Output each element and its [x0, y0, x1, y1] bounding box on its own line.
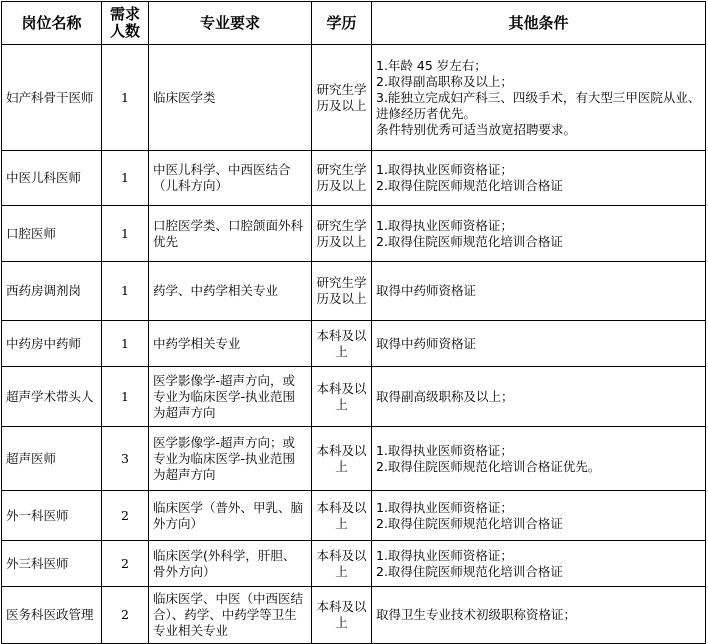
conditions-cell	[372, 427, 706, 491]
conditions-cell	[372, 541, 706, 587]
table-row	[2, 491, 706, 541]
condition-line: 1.取得执业医师资格证；	[376, 547, 513, 563]
count-cell: 1	[102, 367, 149, 427]
condition-line: 1.取得执业医师资格证；	[376, 217, 513, 233]
position-cell: 口腔医师	[2, 206, 102, 262]
education-cell: 研究生学历及以上	[312, 262, 372, 321]
position-cell: 超声学术带头人	[2, 367, 102, 427]
education-cell: 研究生学历及以上	[312, 151, 372, 206]
education-cell: 研究生学历及以上	[312, 45, 372, 151]
position-cell: 超声医师	[2, 427, 102, 491]
table-row	[2, 151, 706, 206]
education-cell: 本科及以上	[312, 367, 372, 427]
conditions-cell	[372, 45, 706, 151]
conditions-cell	[372, 151, 706, 206]
education-cell: 本科及以上	[312, 541, 372, 587]
major-cell: 医学影像学-超声方向；或专业为临床医学-执业范围为超声方向	[149, 427, 312, 491]
condition-line: 2.取得副高职称及以上；	[376, 73, 513, 89]
education-cell: 研究生学历及以上	[312, 206, 372, 262]
count-cell: 2	[102, 491, 149, 541]
condition-line: 3.能独立完成妇产科三、四级手术，有大型三甲医院从业、进修经历者优先。	[376, 89, 701, 121]
table-row	[2, 321, 706, 367]
condition-line: 2.取得住院医师规范化培训合格证优先。	[376, 458, 601, 474]
table-row	[2, 427, 706, 491]
major-cell: 临床医学(外科学，肝胆、骨外方向）	[149, 541, 312, 587]
count-cell: 3	[102, 427, 149, 491]
conditions-cell	[372, 587, 706, 644]
education-cell: 本科及以上	[312, 587, 372, 644]
count-cell: 1	[102, 151, 149, 206]
header-major: 专业要求	[149, 2, 312, 45]
header-count: 需求人数	[102, 2, 149, 45]
condition-line: 1.年龄 45 岁左右；	[376, 57, 487, 73]
condition-line: 2.取得住院医师规范化培训合格证	[376, 563, 563, 579]
major-cell: 临床医学、中医（中西医结合）、药学、中药学等卫生专业相关专业	[149, 587, 312, 644]
condition-line: 取得中药师资格证	[376, 283, 477, 298]
condition-line: 2.取得住院医师规范化培训合格证	[376, 178, 563, 193]
condition-line: 取得卫生专业技术初级职称资格证；	[376, 607, 577, 622]
position-cell: 西药房调剂岗	[2, 262, 102, 321]
condition-line: 1.取得执业医师资格证；	[376, 442, 513, 458]
position-cell: 中药房中药师	[2, 321, 102, 367]
count-cell: 1	[102, 321, 149, 367]
table-row	[2, 541, 706, 587]
table-row	[2, 45, 706, 151]
conditions-cell	[372, 206, 706, 262]
header-position: 岗位名称	[2, 2, 102, 45]
major-cell: 口腔医学类、口腔颌面外科优先	[149, 206, 312, 262]
conditions-cell	[372, 491, 706, 541]
header-education: 学历	[312, 2, 372, 45]
condition-line: 2.取得住院医师规范化培训合格证	[376, 233, 563, 249]
table-row	[2, 367, 706, 427]
count-cell: 1	[102, 262, 149, 321]
position-cell: 医务科医政管理	[2, 587, 102, 644]
conditions-cell	[372, 367, 706, 427]
major-cell: 中医儿科学、中西医结合（儿科方向）	[149, 151, 312, 206]
condition-line: 取得副高级职称及以上；	[376, 388, 514, 404]
conditions-cell	[372, 321, 706, 367]
count-cell: 2	[102, 587, 149, 644]
condition-line: 1.取得执业医师资格证；	[376, 162, 513, 177]
table-row	[2, 587, 706, 644]
education-cell: 本科及以上	[312, 321, 372, 367]
position-cell: 外三科医师	[2, 541, 102, 587]
count-cell: 1	[102, 206, 149, 262]
position-cell: 妇产科骨干医师	[2, 45, 102, 151]
major-cell: 中药学相关专业	[149, 321, 312, 367]
condition-line: 2.取得住院医师规范化培训合格证	[376, 515, 563, 531]
condition-line: 条件特别优秀可适当放宽招聘要求。	[376, 121, 577, 137]
major-cell: 临床医学（普外、甲乳、脑外方向）	[149, 491, 312, 541]
major-cell: 药学、中药学相关专业	[149, 262, 312, 321]
count-cell: 1	[102, 45, 149, 151]
conditions-cell	[372, 262, 706, 321]
table-row	[2, 262, 706, 321]
condition-line: 取得中药师资格证	[376, 335, 477, 351]
condition-line: 1.取得执业医师资格证；	[376, 499, 513, 515]
table-row	[2, 206, 706, 262]
header-row	[2, 2, 706, 45]
major-cell: 临床医学类	[149, 45, 312, 151]
position-cell: 外一科医师	[2, 491, 102, 541]
major-cell: 医学影像学-超声方向，或专业为临床医学-执业范围为超声方向	[149, 367, 312, 427]
education-cell: 本科及以上	[312, 427, 372, 491]
position-cell: 中医儿科医师	[2, 151, 102, 206]
education-cell: 本科及以上	[312, 491, 372, 541]
recruitment-table	[1, 1, 706, 644]
header-conditions: 其他条件	[372, 2, 706, 45]
count-cell: 2	[102, 541, 149, 587]
